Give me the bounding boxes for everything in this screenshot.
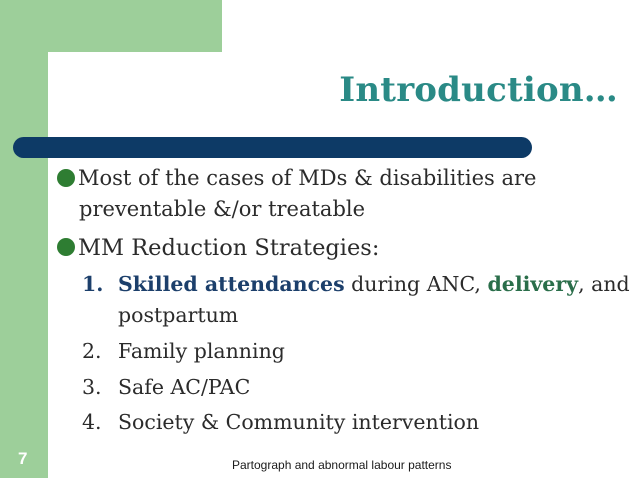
list-item-1-text-1: during ANC, <box>344 272 488 296</box>
list-item-number: 2. <box>82 339 102 363</box>
list-item-2 <box>82 336 285 366</box>
list-item-1-text-2: , and <box>578 272 630 296</box>
list-item-1 <box>82 269 630 299</box>
slide-title: Introduction… <box>339 70 618 110</box>
list-item-2-text: Family planning <box>118 339 285 363</box>
list-item-1-bold-1: Skilled attendances <box>118 272 345 296</box>
bullet-1-line-2: preventable &/or treatable <box>79 197 366 221</box>
list-item-4 <box>82 407 479 437</box>
list-item-1-bold-2: delivery <box>487 272 579 296</box>
top-decorative-band <box>0 0 222 52</box>
rounded-corner-cutout <box>48 52 108 112</box>
list-item-number: 4. <box>82 410 102 434</box>
title-underline-bar <box>13 137 532 158</box>
list-item-number: 1. <box>82 272 104 296</box>
bullet-2-text: MM Reduction Strategies: <box>78 235 380 261</box>
bullet-1-line-1: Most of the cases of MDs & disabilities are <box>78 166 537 190</box>
page-number: 7 <box>18 449 28 468</box>
bullet-dot-icon <box>57 169 75 187</box>
list-item-3 <box>82 372 250 402</box>
list-item-number: 3. <box>82 375 102 399</box>
left-decorative-band <box>0 0 48 478</box>
bullet-1 <box>57 163 536 193</box>
bullet-dot-icon <box>57 238 75 256</box>
list-item-3-text: Safe AC/PAC <box>118 375 251 399</box>
list-item-1-line-2: postpartum <box>118 303 239 327</box>
bullet-2 <box>57 233 379 263</box>
list-item-4-text: Society & Community intervention <box>118 410 480 434</box>
footer-text: Partograph and abnormal labour patterns <box>232 458 452 472</box>
